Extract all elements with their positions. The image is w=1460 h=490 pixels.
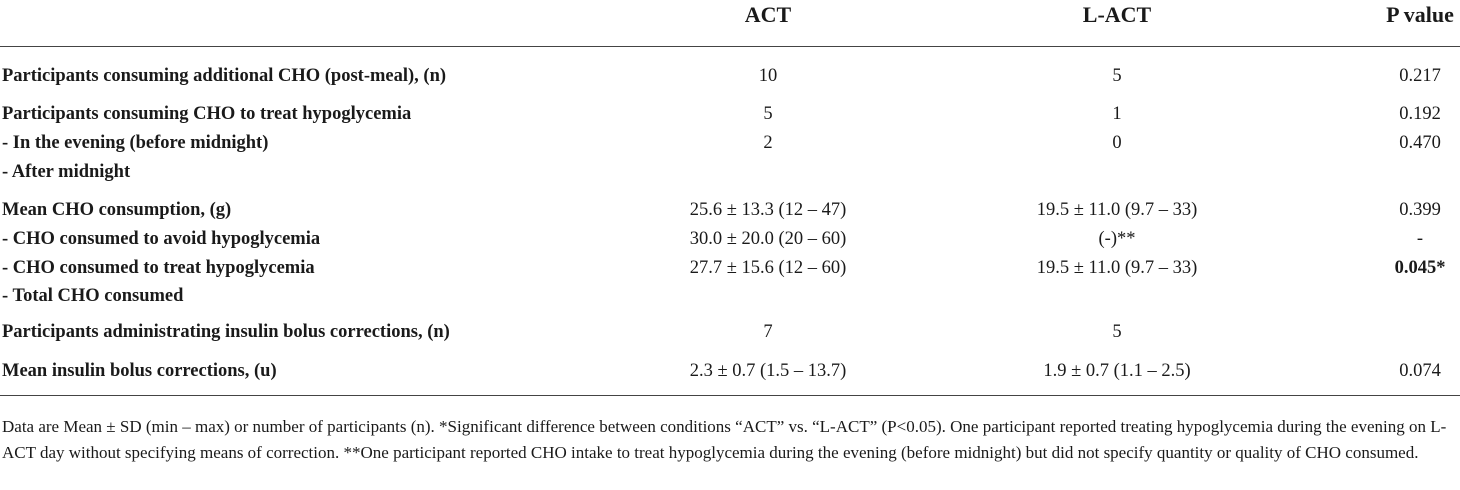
table-header xyxy=(0,0,1460,44)
cell-p-value: 0.074 xyxy=(1399,361,1441,381)
cell-act: 5 xyxy=(763,104,773,124)
cell-lact: (-)** xyxy=(1098,229,1136,249)
cell-act: 27.7 ± 15.6 (12 – 60) xyxy=(689,258,847,278)
cell-act: 2.3 ± 0.7 (1.5 – 13.7) xyxy=(689,361,847,381)
table-row xyxy=(0,286,1460,312)
cell-act: 7 xyxy=(763,322,773,342)
table-row xyxy=(0,229,1460,255)
cell-act: 10 xyxy=(758,66,778,86)
table-row xyxy=(0,162,1460,188)
row-label: Mean insulin bolus corrections, (u) xyxy=(2,361,277,381)
cell-lact: 1 xyxy=(1112,104,1122,124)
row-label: - After midnight xyxy=(2,162,131,182)
cell-p-value: - xyxy=(1416,229,1424,249)
row-label: Participants consuming additional CHO (post-meal), (n) xyxy=(2,66,447,86)
table-row xyxy=(0,258,1460,284)
row-label: Participants administrating insulin bolus corrections, (n) xyxy=(2,322,450,342)
cell-p-value: 0.470 xyxy=(1399,133,1441,153)
table-footnote: Data are Mean ± SD (min – max) or number of participants (n). *Significant difference between conditions “ACT” vs. “L-ACT” (P<0.05). One participant reported treating hypoglycemia during the evening on L-ACT day without specifying means of correction. **One participant reported CHO intake to treat hypoglycemia during the evening (before midnight) but did not specify quantity or quality of CHO consumed. xyxy=(2,417,1447,462)
row-label: - In the evening (before midnight) xyxy=(2,133,269,153)
table-row xyxy=(0,200,1460,226)
cell-p-value: 0.399 xyxy=(1399,200,1441,220)
cell-lact: 0 xyxy=(1112,133,1122,153)
table-bottom-rule xyxy=(0,395,1460,396)
header-p-value: P value xyxy=(1386,2,1454,27)
cell-p-value: 0.192 xyxy=(1399,104,1441,124)
row-label: - Total CHO consumed xyxy=(2,286,184,306)
cell-lact: 19.5 ± 11.0 (9.7 – 33) xyxy=(1036,200,1198,220)
row-label: - CHO consumed to treat hypoglycemia xyxy=(2,258,315,278)
cell-lact: 1.9 ± 0.7 (1.1 – 2.5) xyxy=(1043,361,1191,381)
cell-act: 2 xyxy=(763,133,773,153)
table-row xyxy=(0,104,1460,130)
cell-act: 30.0 ± 20.0 (20 – 60) xyxy=(689,229,847,249)
row-label: Mean CHO consumption, (g) xyxy=(2,200,232,220)
cell-lact: 5 xyxy=(1112,322,1122,342)
cell-p-value: 0.217 xyxy=(1399,66,1441,86)
cell-lact: 5 xyxy=(1112,66,1122,86)
table-row xyxy=(0,322,1460,348)
cell-act: 25.6 ± 13.3 (12 – 47) xyxy=(689,200,847,220)
table-row xyxy=(0,66,1460,92)
table-row xyxy=(0,361,1460,387)
header-rule xyxy=(0,46,1460,47)
table-row xyxy=(0,133,1460,159)
cell-lact: 19.5 ± 11.0 (9.7 – 33) xyxy=(1036,258,1198,278)
row-label: Participants consuming CHO to treat hypoglycemia xyxy=(2,104,412,124)
header-act: ACT xyxy=(744,2,792,27)
header-lact: L-ACT xyxy=(1082,2,1152,27)
cell-p-value: 0.045* xyxy=(1394,258,1446,278)
row-label: - CHO consumed to avoid hypoglycemia xyxy=(2,229,321,249)
